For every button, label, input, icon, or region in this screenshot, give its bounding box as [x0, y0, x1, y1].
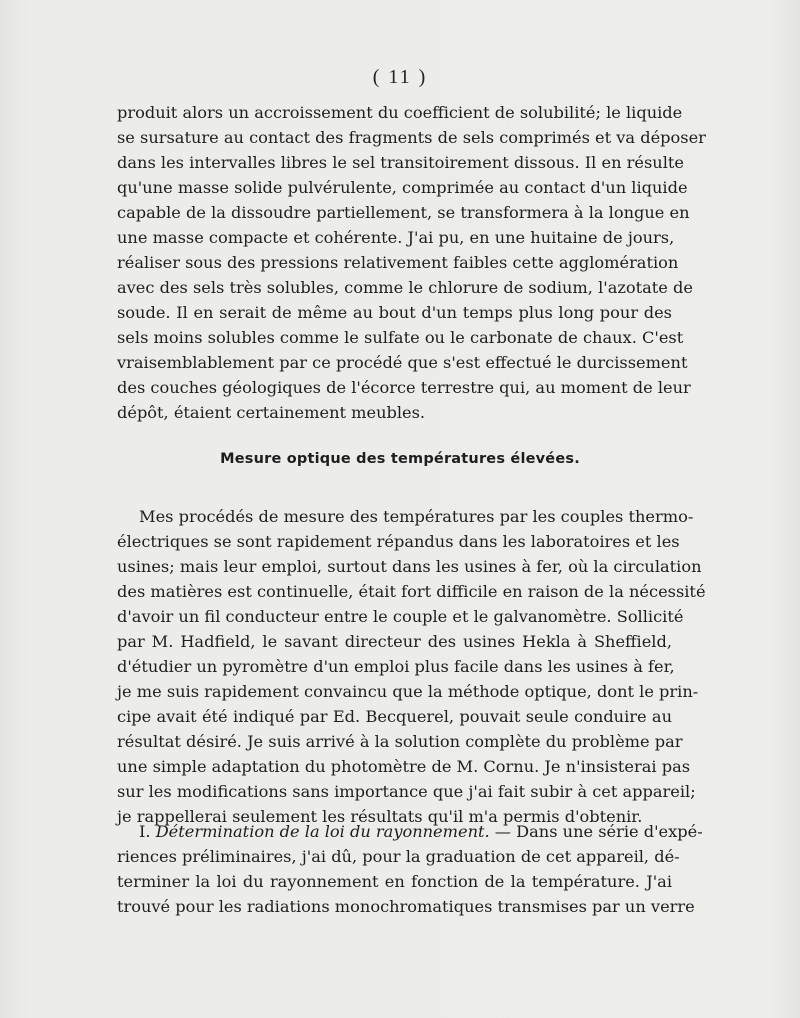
paragraph-line: sur les modifications sans importance que j'ai fait subir à cet appareil; — [117, 782, 696, 801]
paragraph-line: réaliser sous des pressions relativement faibles cette agglomération — [117, 253, 679, 272]
section-heading: Mesure optique des températures élevées. — [220, 451, 580, 467]
paragraph-line: terminer la loi du rayonnement en fonction de la température. J'ai — [117, 872, 672, 891]
paragraph-line: des matières est continuelle, était fort difficile en raison de la nécessité — [117, 582, 706, 601]
paragraph-line: je me suis rapidement convaincu que la méthode optique, dont le prin- — [117, 682, 699, 701]
paragraph-line: Mes procédés de mesure des températures par les couples thermo- — [139, 507, 694, 526]
paragraph-line: des couches géologiques de l'écorce terrestre qui, au moment de leur — [117, 378, 691, 397]
paragraph-line: résultat désiré. Je suis arrivé à la solution complète du problème par — [117, 732, 683, 751]
paragraph-line: avec des sels très solubles, comme le chlorure de sodium, l'azotate de — [117, 278, 693, 297]
paragraph-radiation-law — [117, 819, 703, 919]
paragraph-line: capable de la dissoudre partiellement, se transformera à la longue en — [117, 203, 690, 222]
paragraph-line: qu'une masse solide pulvérulente, comprimée au contact d'un liquide — [117, 178, 688, 197]
paragraph-line: une simple adaptation du photomètre de M. Cornu. Je n'insisterai pas — [117, 757, 691, 776]
paragraph-line — [117, 819, 703, 844]
paragraph-line: vraisemblablement par ce procédé que s'est effectué le durcissement — [117, 353, 688, 372]
paragraph-line: soude. Il en serait de même au bout d'un temps plus long pour des — [117, 303, 672, 322]
paragraph-line: par M. Hadfield, le savant directeur des usines Hekla à Sheffield, — [117, 632, 672, 651]
paragraph-solubility — [117, 100, 706, 425]
paragraph-line: trouvé pour les radiations monochromatiques transmises par un verre — [117, 897, 695, 916]
page-number: ( 11 ) — [372, 66, 428, 88]
paragraph-line: dépôt, étaient certainement meubles. — [117, 403, 426, 422]
paragraph-line: d'avoir un fil conducteur entre le couple et le galvanomètre. Sollicité — [117, 607, 684, 626]
section-title: Détermination de la loi du rayonnement. — [155, 822, 490, 841]
paragraph-line: riences préliminaires, j'ai dû, pour la graduation de cet appareil, dé- — [117, 847, 680, 866]
paragraph-line: se sursature au contact des fragments de sels comprimés et va déposer — [117, 128, 706, 147]
paragraph-line: produit alors un accroissement du coefficient de solubilité; le liquide — [117, 103, 683, 122]
paragraph-line: d'étudier un pyromètre d'un emploi plus facile dans les usines à fer, — [117, 657, 675, 676]
paragraph-temperature-measurement — [117, 504, 706, 829]
paragraph-line: je rappellerai seulement les résultats qu'il m'a permis d'obtenir. — [117, 807, 643, 826]
paragraph-line: électriques se sont rapidement répandus dans les laboratoires et les — [117, 532, 680, 551]
section-number: I. — [139, 822, 151, 841]
paragraph-line: sels moins solubles comme le sulfate ou le carbonate de chaux. C'est — [117, 328, 684, 347]
paragraph-line: dans les intervalles libres le sel transitoirement dissous. Il en résulte — [117, 153, 684, 172]
paragraph-line: cipe avait été indiqué par Ed. Becquerel, pouvait seule conduire au — [117, 707, 672, 726]
paragraph-line: une masse compacte et cohérente. J'ai pu, en une huitaine de jours, — [117, 228, 675, 247]
section-title-continuation: — Dans une série d'expé- — [489, 822, 703, 841]
paragraph-line: usines; mais leur emploi, surtout dans les usines à fer, où la circulation — [117, 557, 702, 576]
